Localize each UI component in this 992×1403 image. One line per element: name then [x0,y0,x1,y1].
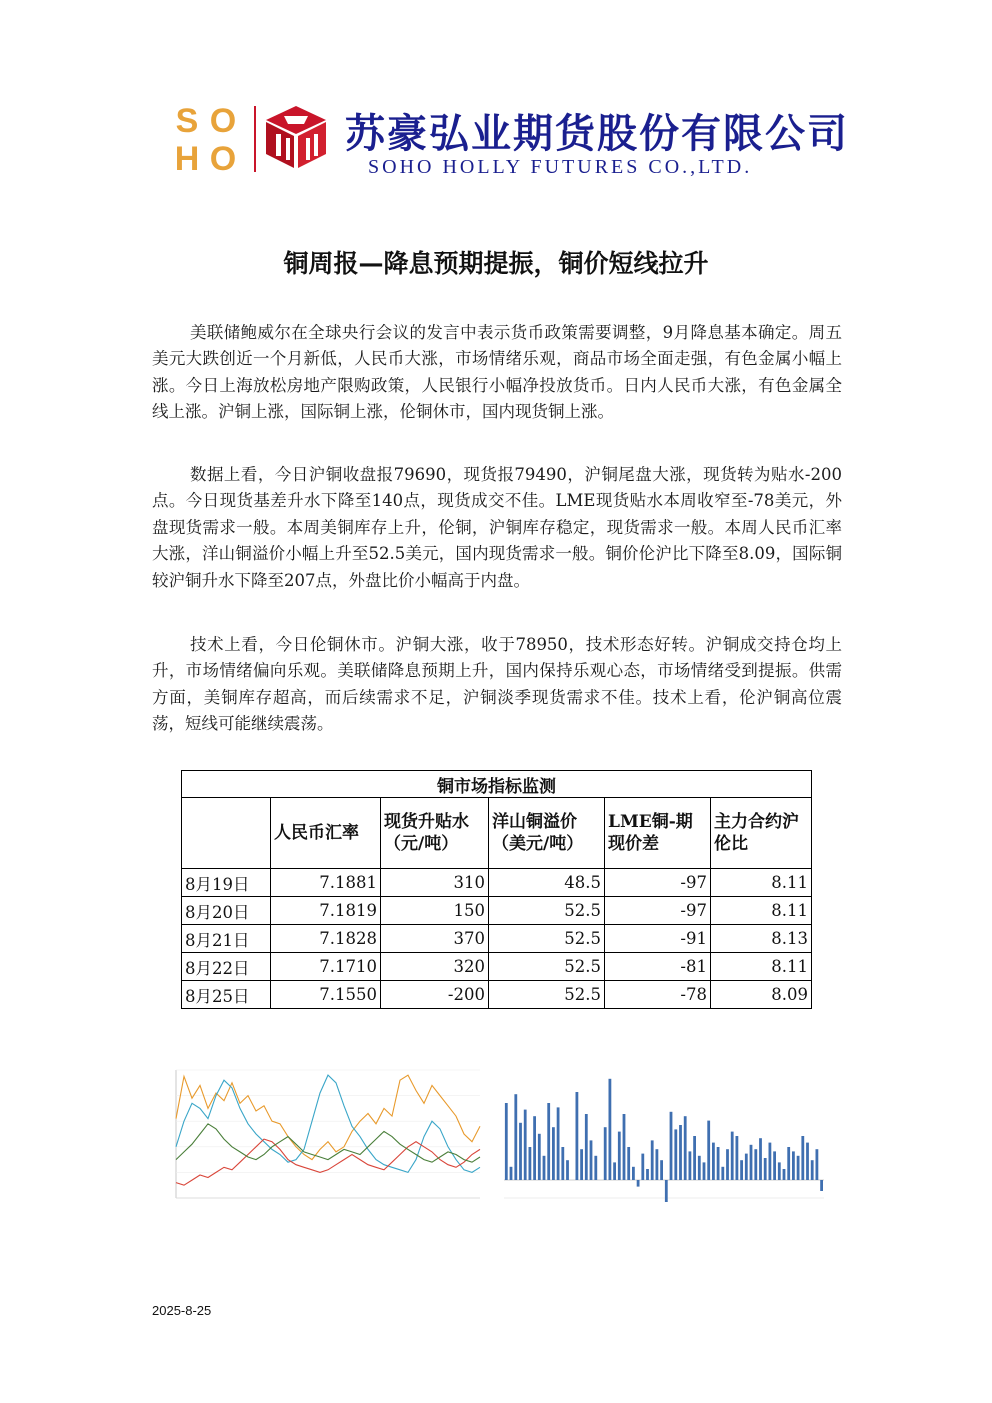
table-cell-date: 8月21日 [182,925,271,953]
bar [736,1136,739,1180]
table-cell-date: 8月22日 [182,953,271,981]
table-cell: 8.13 [711,925,812,953]
bar [594,1156,597,1180]
bar [566,1160,569,1180]
table-cell: -81 [605,953,711,981]
bar [646,1169,649,1180]
bar [552,1127,555,1180]
bar [604,1127,607,1180]
company-name-cn: 苏豪弘业期货股份有限公司 [345,110,849,157]
soho-logo [170,104,242,176]
bar [632,1167,635,1180]
bar [773,1151,776,1180]
table-header-cell: 主力合约沪伦比 [711,798,812,869]
table-cell: -97 [605,869,711,897]
table-cell: 7.1710 [271,953,381,981]
bar [618,1132,621,1180]
bar [731,1132,734,1180]
bar [623,1114,626,1180]
bar [811,1160,814,1180]
bar [533,1116,536,1180]
paragraph-data: 数据上看，今日沪铜收盘报79690，现货报79490，沪铜尾盘大涨，现货转为贴水-200点。今日现货基差升水下降至140点，现货成交不佳。LME现货贴水本周收窄至-78美元，外盘现货需求一般。本周美铜库存上升，伦铜，沪铜库存稳定，现货需求一般。本周人民币汇率大涨，洋山铜溢价小幅上升至52.5美元，国内现货需求一般。铜价伦沪比下降至8.09，国际铜较沪铜升水下降至207点，外盘比价小幅高于内盘。 [152,465,842,590]
table-cell: -200 [381,981,489,1009]
bar [641,1154,644,1180]
table-row [182,981,812,1009]
bar [698,1156,701,1180]
company-header [170,100,849,180]
bar [769,1143,772,1180]
table-row [182,869,812,897]
bar [670,1112,673,1180]
table-cell: 320 [381,953,489,981]
table-cell: 7.1819 [271,897,381,925]
bar [679,1125,682,1180]
bar [740,1160,743,1180]
bar [707,1121,710,1180]
bar [778,1162,781,1180]
table-header-cell: 人民币汇率 [271,798,381,869]
bar [816,1149,819,1180]
table-cell: 52.5 [489,981,605,1009]
table-cell: 8.11 [711,869,812,897]
bar [754,1149,757,1180]
table-header-cell: 现货升贴水（元/吨） [381,798,489,869]
bar [764,1158,767,1180]
bar [674,1129,677,1180]
table-row [182,897,812,925]
table-header-cell: 洋山铜溢价（美元/吨） [489,798,605,869]
bar [561,1147,564,1180]
table-cell: 7.1828 [271,925,381,953]
footer-date: 2025-8-25 [152,1303,212,1318]
bar [580,1149,583,1180]
bar [797,1156,800,1180]
logo-divider [254,106,256,172]
table-row [182,925,812,953]
bar [590,1140,593,1180]
bar [717,1147,720,1180]
table-cell: 8.11 [711,897,812,925]
bar [684,1116,687,1180]
table-cell-date: 8月20日 [182,897,271,925]
report-title: 铜周报—降息预期提振，铜价短线拉升 [283,249,709,278]
cube-logo-icon [264,104,328,170]
table-header-row [182,798,812,869]
bar [529,1147,532,1180]
table-cell: 8.09 [711,981,812,1009]
table-cell: 370 [381,925,489,953]
bar [712,1143,715,1180]
paragraph-macro: 美联储鲍威尔在全球央行会议的发言中表示货币政策需要调整，9月降息基本确定。周五美元大跌创近一个月新低，人民币大涨，市场情绪乐观，商品市场全面走强，有色金属小幅上涨。今日上海放松房地产限购政策，人民银行小幅净投放货币。日内人民币大涨，有色金属全线上涨。沪铜上涨，国际铜上涨，伦铜休市，国内现货铜上涨。 [152,323,842,422]
bar [538,1134,541,1180]
bar [637,1180,640,1187]
bar [609,1079,612,1180]
bar [726,1149,729,1180]
table-cell: -97 [605,897,711,925]
bar [759,1138,762,1180]
bar [627,1147,630,1180]
table-cell: 52.5 [489,897,605,925]
table-cell: 310 [381,869,489,897]
bar [787,1147,790,1180]
bar [660,1160,663,1180]
table-header-cell [182,798,271,869]
bar [745,1154,748,1180]
paragraph-technical: 技术上看，今日伦铜休市。沪铜大涨，收于78950，技术形态好转。沪铜成交持仓均上升，市场情绪偏向乐观。美联储降息预期上升，国内保持乐观心态，市场情绪受到提振。供需方面，美铜库存超高，而后续需求不足，沪铜淡季现货需求不佳。技术上看，伦沪铜高位震荡，短线可能继续震荡。 [152,635,842,734]
table-row [182,953,812,981]
bar [703,1162,706,1180]
bar [656,1149,659,1180]
bar [651,1140,654,1180]
bar [505,1103,508,1180]
series-line [176,1139,480,1185]
bar [519,1123,522,1180]
company-name-en: SOHO HOLLY FUTURES CO.,LTD. [368,156,753,178]
logo-letter: O [209,102,237,140]
logo-letter: O [209,140,237,178]
logo-letter: S [175,102,199,140]
bar [820,1180,823,1191]
spread-line-chart [150,1030,490,1215]
table-cell: -78 [605,981,711,1009]
inventory-bar-chart [494,1030,838,1215]
table-cell: 150 [381,897,489,925]
table-cell: 48.5 [489,869,605,897]
bar [510,1167,513,1180]
bar [750,1145,753,1180]
series-line [176,1075,480,1172]
bar [665,1180,668,1202]
bar [576,1092,579,1180]
copper-market-table [181,770,812,1009]
bar [514,1094,517,1180]
bar [557,1107,560,1180]
table-cell: 7.1550 [271,981,381,1009]
bar [693,1136,696,1180]
bar [524,1110,527,1180]
bar [689,1151,692,1180]
bar [783,1169,786,1180]
series-line [176,1124,480,1162]
bar [792,1151,795,1180]
table-cell: -91 [605,925,711,953]
table-cell-date: 8月25日 [182,981,271,1009]
bar [613,1162,616,1180]
bar [721,1167,724,1180]
table-caption: 铜市场指标监测 [182,771,812,798]
bar [547,1103,550,1180]
bar [585,1114,588,1180]
table-cell: 7.1881 [271,869,381,897]
bar [543,1156,546,1180]
table-cell: 52.5 [489,925,605,953]
table-cell: 8.11 [711,953,812,981]
table-header-cell: LME铜-期现价差 [605,798,711,869]
bar [806,1143,809,1180]
logo-letter: H [174,140,200,178]
table-cell: 52.5 [489,953,605,981]
bar [801,1136,804,1180]
table-cell-date: 8月19日 [182,869,271,897]
